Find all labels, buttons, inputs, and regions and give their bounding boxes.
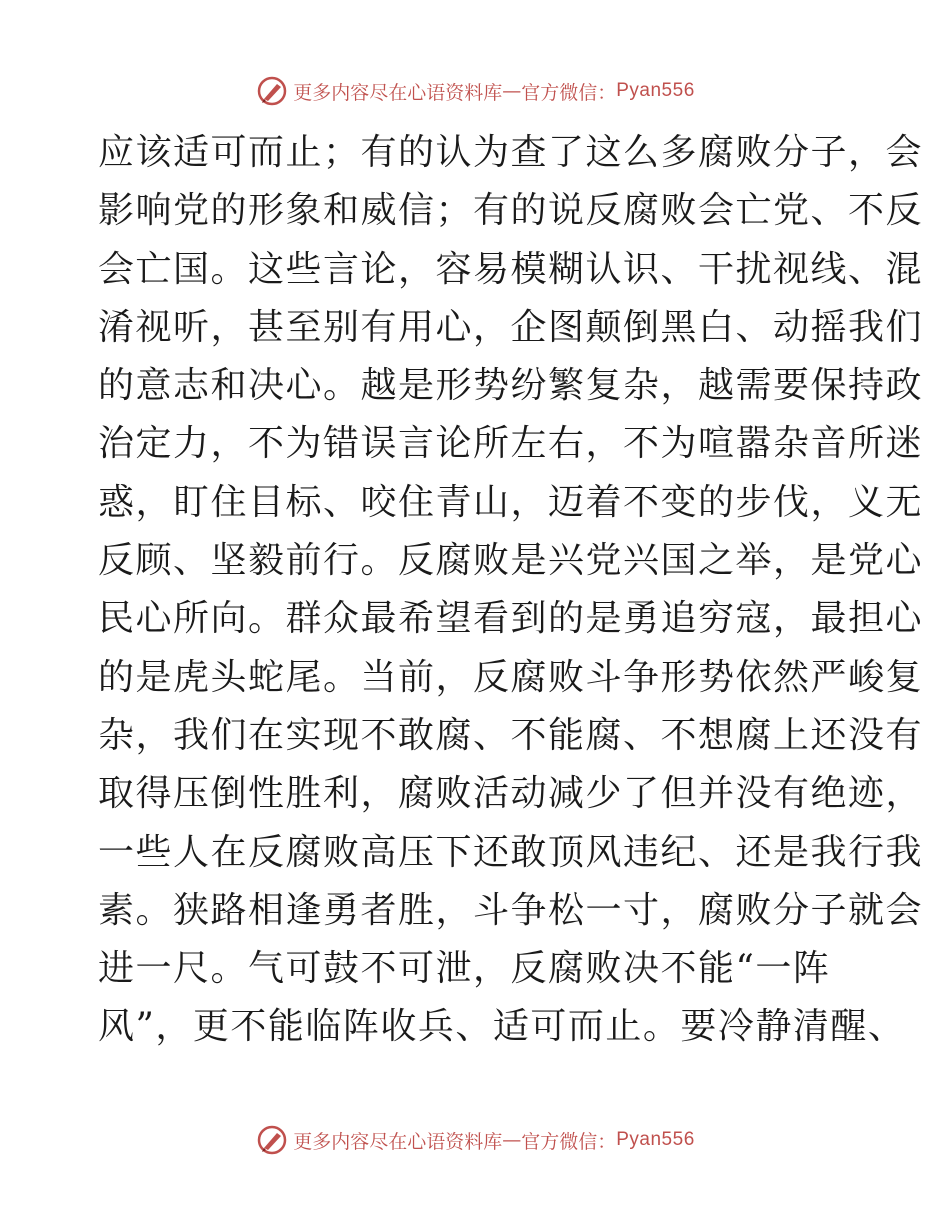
body-line: 影响党的形象和威信；有的说反腐败会亡党、不反 <box>98 190 924 232</box>
body-line: 会亡国。这些言论，容易模糊认识、干扰视线、混 <box>98 248 924 290</box>
footer-wechat-label: 官方微信： <box>521 1130 617 1153</box>
body-line: 淆视听，甚至别有用心，企图颠倒黑白、动摇我们 <box>98 306 924 348</box>
header-wechat-label: 官方微信： <box>521 81 617 104</box>
body-line: 应该适可而止；有的认为查了这么多腐败分子，会 <box>98 132 924 173</box>
body-line: 民心所向。群众最希望看到的是勇追穷寇，最担心 <box>98 598 924 640</box>
body-line: 一些人在反腐败高压下还敢顶风违纪、还是我行我 <box>98 831 924 873</box>
pen-circle-logo-icon <box>255 1123 289 1157</box>
body-line: 进一尺。气可鼓不可泄，反腐败决不能“一阵 <box>98 948 831 990</box>
header-wechat-id: Pyan556 <box>616 80 695 101</box>
pen-circle-logo-icon <box>255 74 289 108</box>
header-site-name: 更多内容尽在心语资料库 <box>293 81 503 104</box>
footer-watermark <box>0 1120 950 1160</box>
body-line: 治定力，不为错误言论所左右，不为喧嚣杂音所迷 <box>98 423 924 465</box>
header-watermark <box>0 71 950 111</box>
footer-site-name: 更多内容尽在心语资料库 <box>293 1130 503 1153</box>
body-line: 素。狭路相逢勇者胜，斗争松一寸，腐败分子就会 <box>98 889 924 931</box>
body-line: 的是虎头蛇尾。当前，反腐败斗争形势依然严峻复 <box>98 656 924 698</box>
footer-separator: — <box>502 1129 522 1151</box>
footer-wechat-id: Pyan556 <box>616 1129 695 1150</box>
body-line: 风”，更不能临阵收兵、适可而止。要冷静清醒、 <box>98 1006 906 1048</box>
body-line: 反顾、坚毅前行。反腐败是兴党兴国之举，是党心 <box>98 540 924 582</box>
body-line: 取得压倒性胜利，腐败活动减少了但并没有绝迹， <box>98 773 924 815</box>
body-line: 惑，盯住目标、咬住青山，迈着不变的步伐，义无 <box>98 481 924 523</box>
body-line: 的意志和决心。越是形势纷繁复杂，越需要保持政 <box>98 365 924 407</box>
document-body <box>98 124 924 1057</box>
header-separator: — <box>502 80 522 102</box>
body-line: 杂，我们在实现不敢腐、不能腐、不想腐上还没有 <box>98 714 924 756</box>
